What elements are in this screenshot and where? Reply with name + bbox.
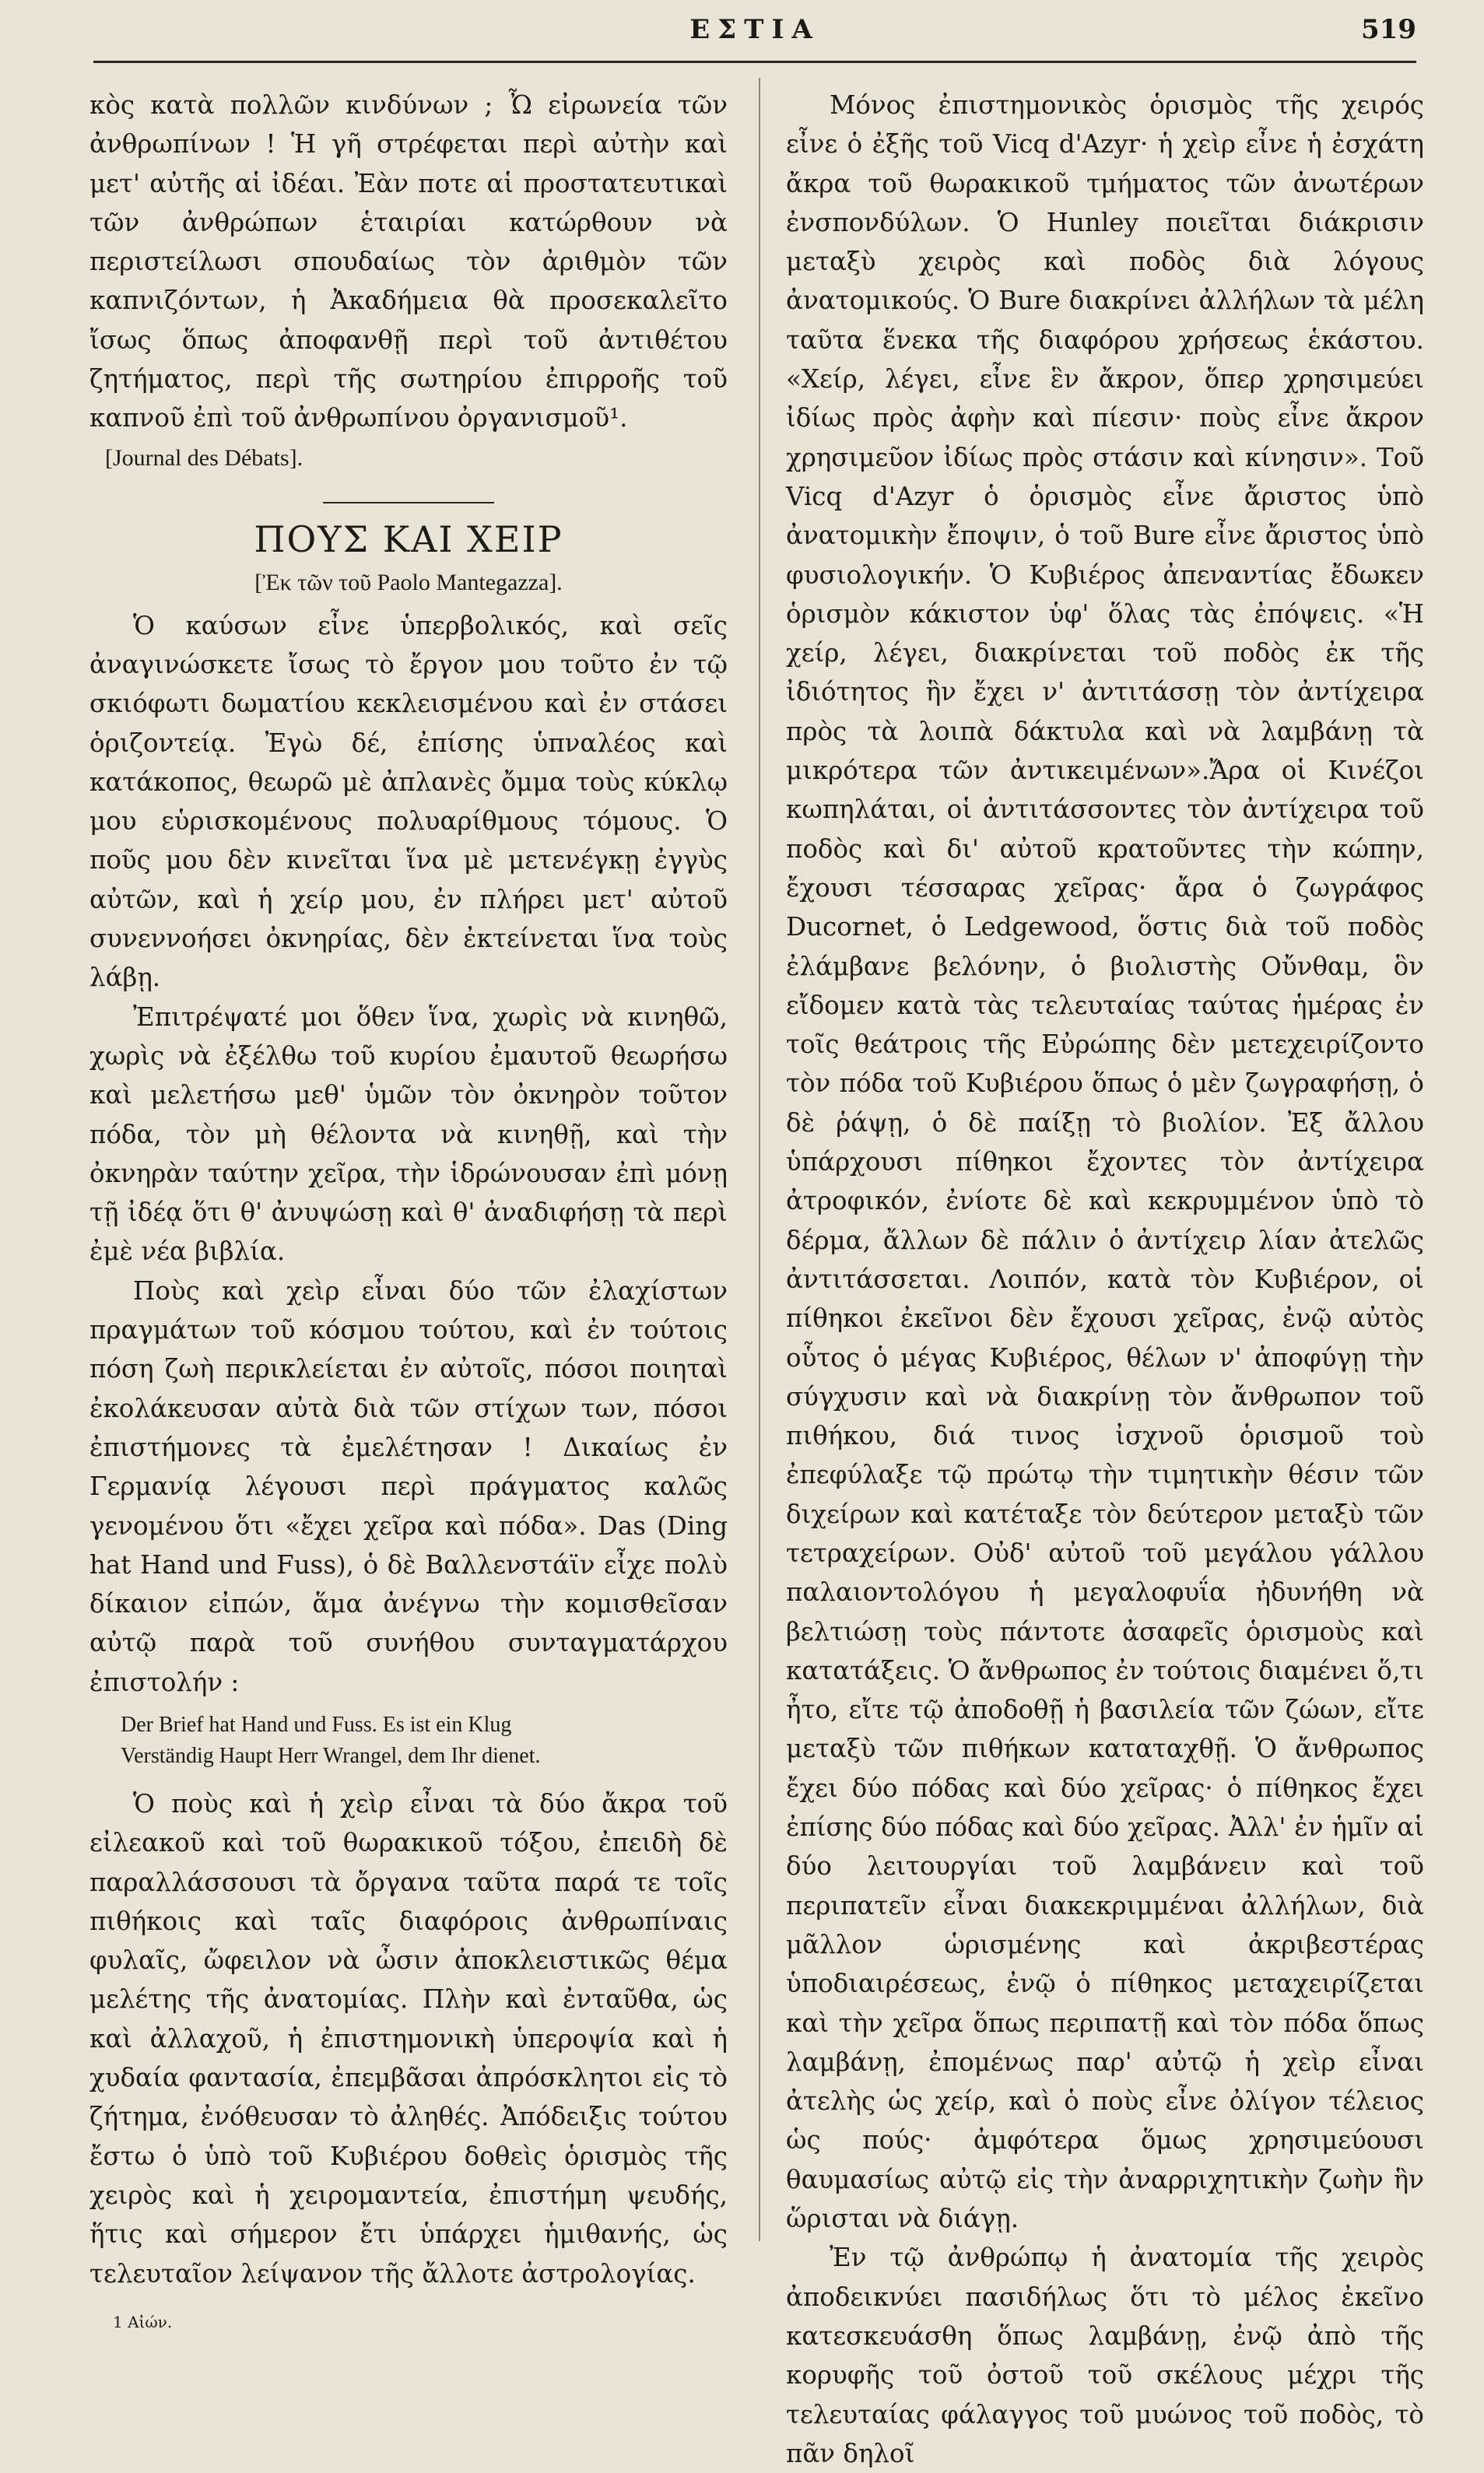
quote-line-2: Verständig Haupt Herr Wrangel, dem Ihr dienet. <box>121 1743 541 1768</box>
article-title: ΠΟΥΣ ΚΑΙ ΧΕΙΡ <box>254 517 563 560</box>
left-paragraph-3: Ἐπιτρέψατέ μοι ὅθεν ἵνα, χωρὶς νὰ κινηθῶ, χωρὶς νὰ ἐξέλθω τοῦ κυρίου ἐμαυτοῦ θεωρήσω καὶ μελετήσω μεθ' ὑμῶν τὸν ὀκνηρὸν τοῦτον πόδα, τὸν μὴ θέλοντα νὰ κινηθῇ, καὶ τὴν ὀκνηρὰν ταύτην χεῖρα, τὴν ἱδρώνουσαν ἐπὶ μόνῃ τῇ ἰδέᾳ ὅτι θ' ἀνυψώσῃ καὶ θ' ἀναδιφήσῃ τὰ περὶ ἐμὲ νέα βιβλία. <box>89 1001 728 1267</box>
right-column <box>786 86 1424 2468</box>
column-divider <box>759 78 760 2241</box>
page-header <box>93 14 1416 53</box>
right-paragraph-1: Μόνος ἐπιστημονικὸς ὁρισμὸς τῆς χειρός εἶνε ὁ ἐξῆς τοῦ Vicq d'Azyr· ἡ χεὶρ εἶνε ἡ ἐσχάτη ἄκρα τοῦ θωρακικοῦ τμήματος τῶν ἀνωτέρων ἐνσπονδύλων. Ὁ Hunley ποιεῖται διάκρισιν μεταξὺ χειρὸς καὶ ποδὸς διὰ λόγους ἀνατομικούς. Ὁ Bure διακρίνει ἀλλήλων τὰ μέλη ταῦτα ἕνεκα τῆς διαφόρου χρήσεως ἑκάστου. «Χείρ, λέγει, εἶνε ἓν ἄκρον, ὅπερ χρησιμεύει ἰδίως πρὸς ἀφὴν καὶ πίεσιν· ποὺς εἶνε ἄκρον χρησιμεῦον ἰδίως πρὸς στάσιν καὶ κίνησιν». Τοῦ Vicq d'Azyr ὁ ὁρισμὸς εἶνε ἄριστος ὑπὸ ἀνατομικὴν ἔποψιν, ὁ τοῦ Bure εἶνε ἄριστος ὑπὸ φυσιολογικήν. Ὁ Κυβιέρος ἀπεναντίας ἔδωκεν ὁρισμὸν κάκιστον ὑφ' ὅλας τὰς ἐπόψεις. «Ἡ χείρ, λέγει, διακρίνεται τοῦ ποδὸς ἐκ τῆς ἰδιότητος ἣν ἔχει ν' ἀντιτάσσῃ τὸν ἀντίχειρα πρὸς τὰ λοιπὰ δάκτυλα καὶ νὰ λαμβάνῃ τὰ μικρότερα τῶν ἀντικειμένων».Ἄρα οἱ Κινέζοι κωπηλάται, οἱ ἀντιτάσσοντες τὸν ἀντίχειρα τοῦ ποδὸς καὶ δι' αὐτοῦ κρατοῦντες τὴν κώπην, ἔχουσι τέσσαρας χεῖρας· ἄρα ὁ ζωγράφος Ducornet, ὁ Ledgewood, ὅστις διὰ τοῦ ποδὸς ἐλάμβανε βελόνην, ὁ βιολιστὴς Οὔνθαμ, ὃν εἴδομεν κατὰ τὰς τελευταίας ταύτας ἡμέρας ἐν τοῖς θεάτροις τῆς Εὐρώπης δὲν μετεχειρίζοντο τὸν πόδα τοῦ Κυβιέρου ὅπως ὁ μὲν ζωγραφήσῃ, ὁ δὲ ῥάψῃ, ὁ δὲ παίξῃ τὸ βιολίον. Ἐξ ἄλλου ὑπάρχουσι πίθηκοι ἔχοντες τὸν ἀντίχειρα ἀτροφικόν, ἐνίοτε δὲ καὶ κεκρυμμένον ὑπὸ τὸ δέρμα, ἄλλων δὲ πάλιν ὁ ἀντίχειρ λίαν ἀτελῶς ἀντιτάσσεται. Λοιπόν, κατὰ τὸν Κυβιέρον, οἱ πίθηκοι ἐκεῖνοι δὲν ἔχουσι χεῖρας, ἐνῷ αὐτὸς οὗτος ὁ μέγας Κυβιέρος, θέλων ν' ἀποφύγῃ τὴν σύγχυσιν καὶ νὰ διακρίνῃ τὸν ἄνθρωπον τοῦ πιθήκου, διά τινος ἰσχνοῦ ὁρισμοῦ τοὺ ἐπεφύλαξε τῷ πρώτῳ τὴν τιμητικὴν θέσιν τῶν διχείρων καὶ κατέταξε τὸν δεύτερον μεταξὺ τῶν τετραχείρων. Οὐδ' αὐτοῦ τοῦ μεγάλου γάλλου παλαιοντολόγου ἡ μεγαλοφυΐα ἠδυνήθη νὰ βελτιώσῃ τοὺς πάντοτε ἀσαφεῖς ὁρισμοὺς καὶ κατατάξεις. Ὁ ἄνθρωπος ἐν τούτοις διαμένει ὅ,τι ἦτο, εἴτε τῷ ἀποδοθῇ ἡ βασιλεία τῶν ζώων, εἴτε μεταξὺ τῶν πιθήκων καταταχθῇ. Ὁ ἄνθρωπος ἔχει δύο πόδας καὶ δύο χεῖρας· ὁ πίθηκος ἔχει ἐπίσης δύο πόδας καὶ δύο χεῖρας. Ἀλλ' ἐν ἡμῖν αἱ δύο λειτουργίαι τοῦ λαμβάνειν καὶ τοῦ περιπατεῖν εἶναι διακεκριμμέναι ἀλλήλων, διὰ μᾶλλον ὡρισμένης καὶ ἀκριβεστέρας ὑποδιαιρέσεως, ἐνῷ ὁ πίθηκος μεταχειρίζεται καὶ τὴν χεῖρα ὅπως περιπατῇ καὶ τὸν πόδα ὅπως λαμβάνῃ, ἐπομένως παρ' αὐτῷ ἡ χεὶρ εἶναι ἀτελὴς ὡς χείρ, καὶ ὁ ποὺς εἶνε ὀλίγον τέλειος ὡς πούς· ἀμφότερα ὅμως χρησιμεύουσι θαυμασίως αὐτῷ εἰς τὴν ἀναρριχητικὴν ζωὴν ἣν ὥρισται νὰ διάγῃ. <box>786 90 1424 2234</box>
journal-title: ΕΣΤΙΑ <box>689 14 820 45</box>
left-paragraph-2: Ὁ καύσων εἶνε ὑπερβολικός, καὶ σεῖς ἀναγινώσκετε ἴσως τὸ ἔργον μου τοῦτο ἐν τῷ σκιόφωτι δωματίου κεκλεισμένου καὶ ἐν στάσει ὁριζοντείᾳ. Ἐγὼ δέ, ἐπίσης ὑπναλέος καὶ κατάκοπος, θεωρῶ μὲ ἀπλανὲς ὄμμα τοὺς κύκλῳ μου εὑρισκομένους πολυαρίθμους τόμους. Ὁ ποῦς μου δὲν κινεῖται ἵνα μὲ μετενέγκῃ ἐγγὺς αὐτῶν, καὶ ἡ χείρ μου, ἐν πλήρει μετ' αὐτοῦ συνεννοήσει ὀκνηρίας, δὲν ἐκτείνεται ἵνα τοὺς λάβῃ. <box>89 610 728 993</box>
left-paragraph-1: κὸς κατὰ πολλῶν κινδύνων ; Ὦ εἰρωνεία τῶν ἀνθρωπίνων ! Ἡ γῆ στρέφεται περὶ αὐτὴν καὶ μετ' αὐτῆς αἱ ἰδέαι. Ἐὰν ποτε αἱ προστατευτικαὶ τῶν ἀνθρώπων ἑταιρίαι κατώρθουν νὰ περιστείλωσι σπουδαίως τὸν ἀριθμὸν τῶν καπνιζόντων, ἡ Ἀκαδήμεια θὰ προσεκαλεῖτο ἴσως ὅπως ἀποφανθῇ περὶ τοῦ ἀντιθέτου ζητήματος, περὶ τῆς σωτηρίου ἐπιρροῆς τοῦ καπνοῦ ἐπὶ τοῦ ἀνθρωπίνου ὀργανισμοῦ¹. <box>89 90 728 433</box>
header-rule <box>93 61 1416 63</box>
german-quote <box>121 1710 728 1772</box>
footnote: 1 Αἰών. <box>113 2312 173 2331</box>
left-paragraph-4: Ποὺς καὶ χεὶρ εἶναι δύο τῶν ἐλαχίστων πραγμάτων τοῦ κόσμου τούτου, καὶ ἐν τούτοις πόση ζωὴ περικλείεται ἐν αὐτοῖς, πόσοι ποιηταὶ ἐκολάκευσαν αὐτὰ διὰ τῶν στίχων των, πόσοι ἐπιστήμονες τὰ ἐμελέτησαν ! Δικαίως ἐν Γερμανίᾳ λέγουσι περὶ πράγματος καλῶς γενομένου ὅτι «ἔχει χεῖρα καὶ πόδα». Das (Ding hat Hand und Fuss), ὁ δὲ Βαλλενστάϊν εἶχε πολὺ δίκαιον εἰπών, ἅμα ἀνέγνω τὴν κομισθεῖσαν αὐτῷ παρὰ τοῦ συνήθου συνταγματάρχου ἐπιστολήν : <box>89 1275 728 1697</box>
article-subtitle: [Ἐκ τῶν τοῦ Paolo Mantegazza]. <box>254 569 563 595</box>
source-citation: [Journal des Débats]. <box>105 444 303 471</box>
right-paragraph-2: Ἐν τῷ ἀνθρώπῳ ἡ ἀνατομία τῆς χειρὸς ἀποδεικνύει πασιδήλως ὅτι τὸ μέλος ἐκεῖνο κατεσκευάσθη ὅπως λαμβάνῃ, ἐνῷ ἀπὸ τῆς κορυφῆς τοῦ ὀστοῦ τοῦ σκέλους μέχρι τῆς τελευταίας φάλαγγος τοῦ μυώνος τοῦ ποδὸς, τὸ πᾶν δηλοῖ <box>786 2243 1424 2468</box>
article-heading <box>89 502 728 603</box>
left-paragraph-5: Ὁ ποὺς καὶ ἡ χεὶρ εἶναι τὰ δύο ἄκρα τοῦ εἰλεακοῦ καὶ τοῦ θωρακικοῦ τόξου, ἐπειδὴ δὲ παραλλάσσουσι τὰ ὄργανα ταῦτα παρά τε τοῖς πιθήκοις καὶ ταῖς διαφόροις ἀνθρωπίναις φυλαῖς, ὤφειλον νὰ ὦσιν ἀποκλειστικῶς θέμα μελέτης τῆς ἀνατομίας. Πλὴν καὶ ἐνταῦθα, ὡς καὶ ἀλλαχοῦ, ἡ ἐπιστημονικὴ ὑπεροψία καὶ ἡ χυδαία φαντασία, ἐπεμβᾶσαι ἀπρόσκλητοι εἰς τὸ ζήτημα, ἐνόθευσαν τὸ ἀληθές. Ἀπόδειξις τούτου ἔστω ὁ ὑπὸ τοῦ Κυβιέρου δοθεὶς ὁρισμὸς τῆς χειρὸς καὶ ἡ χειρομαντεία, ἐπιστήμη ψευδής, ἥτις καὶ σήμερον ἔτι ὑπάρχει ἡμιθανής, ὡς τελευταῖον λείψανον τῆς ἄλλοτε ἀστρολογίας. <box>89 1788 728 2289</box>
left-column <box>89 86 728 2331</box>
quote-line-1: Der Brief hat Hand und Fuss. Es ist ein Klug <box>121 1712 512 1737</box>
page-number: 519 <box>1361 14 1416 45</box>
title-rule <box>323 502 494 503</box>
